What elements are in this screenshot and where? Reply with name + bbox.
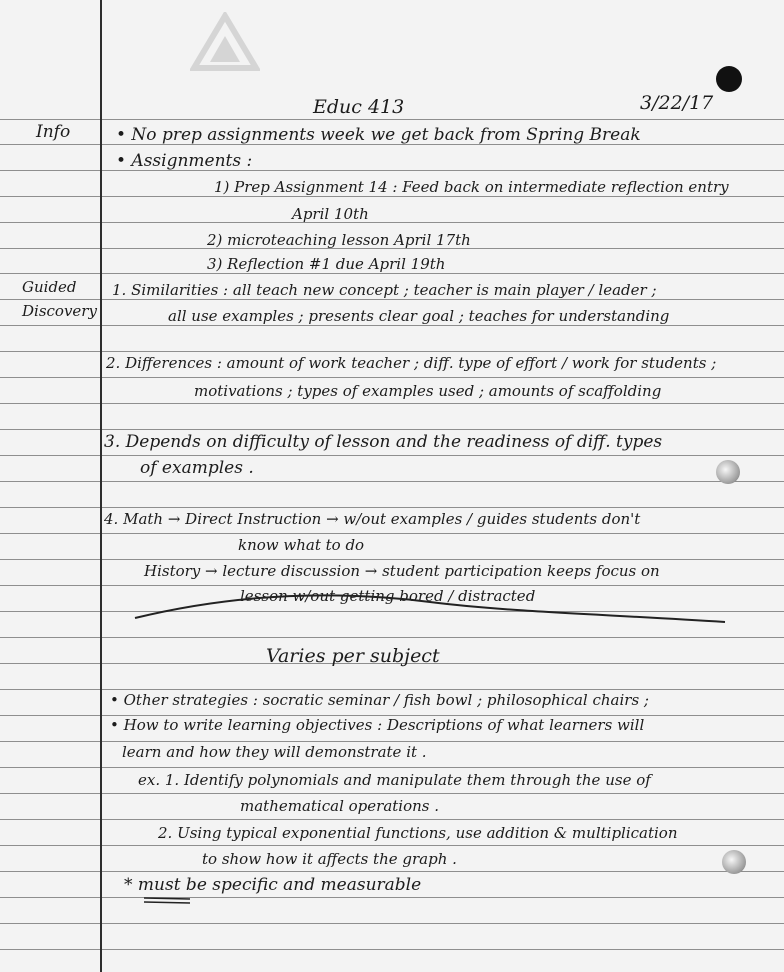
note-line: • How to write learning objectives : Descriptions of what learners will <box>110 716 645 734</box>
note-line: all use examples ; presents clear goal ; teaches for understanding <box>168 307 670 325</box>
margin-label-info: Info <box>36 122 71 142</box>
note-line: lesson w/out getting bored / distracted <box>240 587 536 605</box>
note-line: to show how it affects the graph . <box>202 850 457 868</box>
note-line: know what to do <box>238 536 365 554</box>
ruled-line <box>0 119 784 120</box>
note-line: 3. Depends on difficulty of lesson and the readiness of diff. types <box>104 432 663 452</box>
note-line: of examples . <box>140 458 254 478</box>
ruled-line <box>0 949 784 950</box>
note-line: learn and how they will demonstrate it . <box>122 743 427 761</box>
note-line: • No prep assignments week we get back from Spring Break <box>116 125 641 145</box>
ruled-line <box>0 403 784 404</box>
ruled-line <box>0 767 784 768</box>
note-heading: Varies per subject <box>266 645 440 667</box>
note-line: • Other strategies : socratic seminar / fish bowl ; philosophical chairs ; <box>110 691 649 709</box>
note-line: 2. Differences : amount of work teacher ; diff. type of effort / work for students ; <box>106 354 717 372</box>
punch-hole-icon <box>716 460 740 484</box>
note-line: mathematical operations . <box>240 797 440 815</box>
note-line: • Assignments : <box>116 151 253 171</box>
watermark-logo-icon <box>190 12 260 72</box>
ruled-line <box>0 819 784 820</box>
note-line: April 10th <box>292 205 369 223</box>
punch-hole-icon <box>716 66 742 92</box>
ruled-line <box>0 793 784 794</box>
swoosh-divider-icon <box>130 588 730 628</box>
note-line: 1. Similarities : all teach new concept ; teacher is main player / leader ; <box>112 281 657 299</box>
ruled-line <box>0 455 784 456</box>
note-line: 3) Reflection #1 due April 19th <box>207 255 446 273</box>
note-line: History → lecture discussion → student participation keeps focus on <box>144 562 660 580</box>
margin-label-discovery: Discovery <box>22 302 97 320</box>
ruled-line <box>0 429 784 430</box>
ruled-line <box>0 377 784 378</box>
ruled-line <box>0 533 784 534</box>
margin-line <box>100 0 102 972</box>
punch-hole-icon <box>722 850 746 874</box>
note-line: 1) Prep Assignment 14 : Feed back on intermediate reflection entry <box>214 178 729 196</box>
note-line: 2. Using typical exponential functions, use addition & multiplication <box>158 824 678 842</box>
ruled-line <box>0 222 784 223</box>
note-line: ex. 1. Identify polynomials and manipulate them through the use of <box>138 771 651 789</box>
note-line: 4. Math → Direct Instruction → w/out examples / guides students don't <box>104 510 641 528</box>
ruled-line <box>0 871 784 872</box>
note-line: motivations ; types of examples used ; amounts of scaffolding <box>194 382 662 400</box>
margin-label-guided: Guided <box>22 278 77 296</box>
ruled-line <box>0 845 784 846</box>
underline-mark-icon <box>142 896 192 904</box>
ruled-line <box>0 481 784 482</box>
ruled-line <box>0 923 784 924</box>
ruled-line <box>0 897 784 898</box>
ruled-line <box>0 637 784 638</box>
note-line: * must be specific and measurable <box>124 875 422 895</box>
note-line: 2) microteaching lesson April 17th <box>207 231 471 249</box>
date: 3/22/17 <box>640 92 714 114</box>
page-title: Educ 413 <box>313 96 405 118</box>
